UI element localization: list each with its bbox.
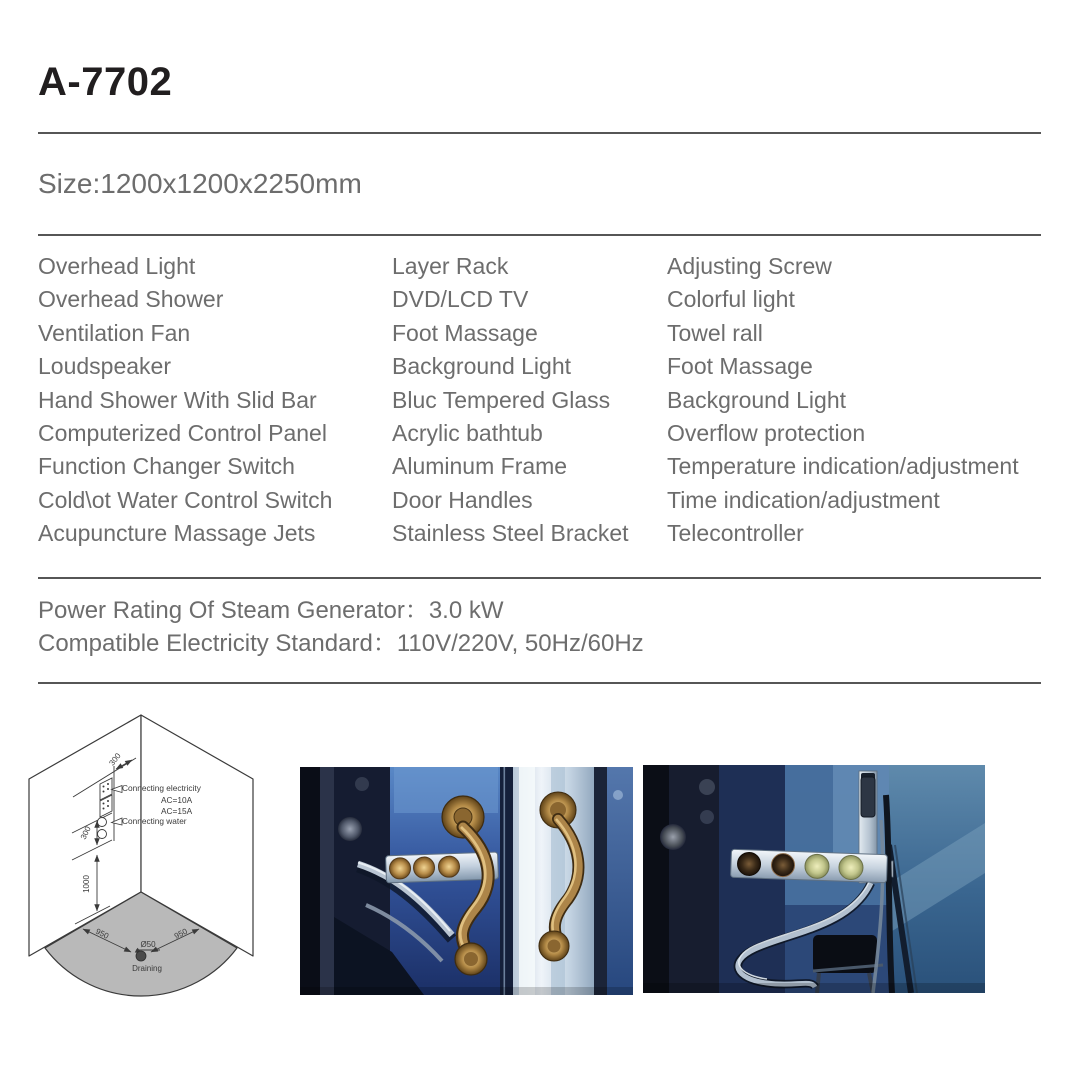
size-label: Size:1200x1200x2250mm — [38, 168, 362, 199]
feature-item: Background Light — [667, 386, 847, 413]
installation-diagram — [15, 700, 265, 1010]
control-knob-dark — [737, 852, 761, 876]
control-knob-dark — [771, 853, 795, 877]
divider-2 — [38, 234, 1041, 236]
dark-frame-edge — [643, 765, 669, 993]
feature-item: Towel rall — [667, 319, 763, 346]
feature-item: Door Handles — [392, 486, 533, 513]
dim-radius-left: 950 — [94, 926, 111, 941]
dim-offset-top: 300 — [107, 751, 123, 768]
feature-item: Aluminum Frame — [392, 453, 568, 480]
feature-column-3 — [667, 250, 1048, 551]
feature-item: Bluc Tempered Glass — [392, 386, 611, 413]
label-ac10: AC=10A — [161, 795, 193, 805]
feature-item: Telecontroller — [667, 520, 804, 547]
feature-item: Adjusting Screw — [667, 253, 832, 279]
water-connection-icon — [98, 830, 107, 839]
feature-item: Temperature indication/adjustment — [667, 453, 1019, 480]
feature-item: Computerized Control Panel — [38, 420, 327, 447]
label-connecting-water: Connecting water — [122, 816, 187, 826]
feature-column-2 — [392, 250, 667, 551]
divider-1 — [38, 132, 1041, 134]
feature-item: Hand Shower With Slid Bar — [38, 386, 317, 413]
control-knob-pale — [839, 855, 864, 880]
feature-item: Acupuncture Massage Jets — [38, 520, 316, 547]
feature-item: DVD/LCD TV — [392, 286, 529, 313]
feature-item: Overhead Light — [38, 253, 196, 279]
product-photo-control-panel — [643, 765, 985, 993]
frame-knob — [660, 824, 686, 850]
label-ac15: AC=15A — [161, 806, 193, 816]
feature-item: Colorful light — [667, 286, 795, 313]
feature-item: Foot Massage — [667, 353, 813, 380]
feature-item: Background Light — [392, 353, 572, 380]
feature-item: Overflow protection — [667, 420, 866, 447]
frame-knob — [338, 817, 362, 841]
power-specs — [38, 594, 644, 660]
feature-item: Overhead Shower — [38, 286, 224, 313]
feature-item: Function Changer Switch — [38, 453, 295, 480]
feature-item: Loudspeaker — [38, 353, 171, 380]
dim-offset-side: 300 — [78, 824, 93, 841]
product-photo-door-handles — [300, 767, 633, 995]
dim-radius-right: 950 — [172, 926, 189, 941]
page-title: A-7702 — [38, 60, 173, 104]
door-seam — [500, 767, 513, 995]
feature-column-1 — [38, 250, 392, 551]
control-knob-pale — [805, 854, 830, 879]
feature-item: Cold\ot Water Control Switch — [38, 486, 333, 513]
electricity-standard-line: Compatible Electricity Standard：110V/220V, 50Hz/60Hz — [38, 630, 644, 657]
feature-item: Time indication/adjustment — [667, 486, 940, 513]
divider-4 — [38, 682, 1041, 684]
dim-height: 1000 — [82, 875, 91, 893]
control-bar — [731, 849, 888, 882]
feature-item: Foot Massage — [392, 319, 538, 346]
label-draining: Draining — [132, 964, 162, 973]
water-connection-icon — [98, 818, 107, 827]
feature-item: Acrylic bathtub — [392, 420, 543, 447]
drain — [136, 951, 146, 961]
feature-item: Layer Rack — [392, 253, 509, 279]
label-connecting-electricity: Connecting electricity — [122, 783, 201, 793]
feature-item: Ventilation Fan — [38, 319, 191, 346]
dim-drain-diameter: Ø50 — [140, 940, 156, 949]
feature-list — [38, 250, 1048, 551]
dark-frame-edge — [300, 767, 320, 995]
divider-3 — [38, 577, 1041, 579]
feature-item: Stainless Steel Bracket — [392, 520, 629, 547]
power-rating-line: Power Rating Of Steam Generator：3.0 kW — [38, 597, 504, 624]
